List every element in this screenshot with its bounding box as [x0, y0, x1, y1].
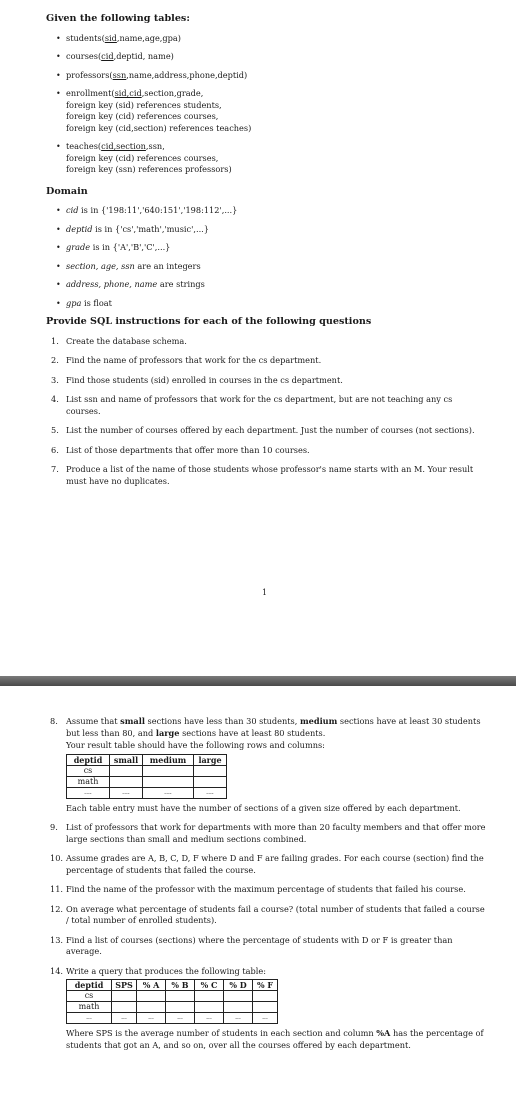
table-cell	[195, 1002, 224, 1013]
column-header: % A	[137, 980, 166, 991]
table-cell: ....	[110, 787, 143, 798]
table-cell: cs	[67, 765, 110, 776]
question-number: 3.	[51, 374, 59, 385]
domain-list	[46, 205, 486, 309]
question-number: 7.	[51, 464, 59, 474]
domain-text: is in {'A','B','C',...}	[90, 242, 171, 252]
domain-item	[66, 224, 486, 236]
table-cell: ...	[224, 1013, 253, 1024]
table-header-row	[67, 980, 278, 991]
q14-note-text-2: has the percentage of students that got an A, and so on, over all the courses offered by each department.	[66, 1028, 484, 1050]
column-header: deptid	[67, 980, 112, 991]
domain-term: gpa	[66, 297, 82, 308]
column-header: deptid	[67, 754, 110, 765]
table-cell: ...	[67, 1013, 112, 1024]
domain-item	[66, 261, 486, 273]
table-cell	[137, 991, 166, 1002]
table-cell: math	[67, 1002, 112, 1013]
q14-note-text-1: Where SPS is the average number of students in each section and column	[66, 1028, 377, 1038]
foreign-key: foreign key (sid) references students,	[66, 99, 222, 110]
table-header-row	[67, 754, 227, 765]
question-item	[51, 464, 486, 487]
q14-note	[66, 1028, 486, 1051]
table-key: cid	[101, 51, 114, 61]
question-item	[50, 903, 486, 927]
q8-text-1: Assume that	[66, 716, 121, 726]
domain-term: address, phone, name	[66, 279, 158, 289]
question-number: 5.	[51, 425, 59, 435]
q14-intro: Write a query that produces the following table:	[66, 965, 266, 976]
column-header: % B	[166, 980, 195, 991]
table-key: ssn	[112, 69, 127, 80]
table-cell: ....	[194, 787, 227, 798]
table-item	[66, 70, 486, 82]
page-1-content	[46, 10, 486, 495]
table-name: enrollment(	[66, 88, 115, 98]
table-row	[67, 776, 227, 787]
table-columns: ,section,grade,	[141, 88, 204, 98]
question-text: Assume grades are A, B, C, D, F where D and F are failing grades. For each course (section) find the percentage of students that failed the course.	[66, 853, 484, 875]
domain-item	[66, 242, 486, 254]
question-number: 14.	[50, 965, 64, 976]
table-cell	[143, 776, 194, 787]
q8-note: Each table entry must have the number of sections of a given size offered by each department.	[66, 802, 461, 813]
question-item	[51, 335, 486, 348]
table-item	[66, 51, 486, 63]
table-cell	[166, 991, 195, 1002]
question-text: List of professors that work for departments with more than 20 faculty members and that offer more large sections than small and medium sections combined.	[66, 822, 486, 844]
q8-medium: medium	[299, 716, 338, 726]
table-cell	[253, 991, 278, 1002]
question-number: 12.	[50, 903, 64, 914]
table-item	[66, 88, 486, 134]
table-row	[67, 991, 278, 1002]
question-text: On average what percentage of students fail a course? (total number of students that failed a course / total number of enrolled students).	[66, 903, 485, 925]
questions-list	[46, 336, 486, 488]
table-cell	[110, 765, 143, 776]
table-key: sid,cid	[114, 88, 142, 98]
domain-text: is in {'cs','math','music',...}	[92, 223, 209, 234]
question-item	[51, 355, 486, 367]
table-name: students(	[66, 32, 105, 43]
table-columns: ,name,address,phone,deptid)	[126, 69, 248, 80]
question-number: 1.	[51, 335, 59, 346]
question-item	[50, 822, 486, 845]
table-cell: ....	[143, 787, 194, 798]
question-number: 8.	[50, 716, 58, 726]
q8-small: small	[120, 716, 145, 726]
table-cell	[112, 1002, 137, 1013]
domain-term: deptid	[66, 223, 93, 234]
question-number: 4.	[51, 394, 59, 404]
column-header: small	[110, 754, 143, 765]
table-row	[67, 1013, 278, 1024]
column-header: % F	[253, 980, 278, 991]
q8-text-4: sections have at least 80 students.	[179, 727, 326, 738]
question-item	[51, 444, 486, 457]
tables-heading: Given the following tables:	[46, 13, 190, 24]
domain-heading: Domain	[46, 185, 88, 197]
domain-item	[66, 279, 486, 291]
table-cell	[143, 765, 194, 776]
page-2-content	[52, 716, 486, 1059]
column-header: % C	[195, 980, 224, 991]
table-cell: ...	[195, 1013, 224, 1024]
questions-heading: Provide SQL instructions for each of the following questions	[46, 316, 372, 327]
table-cell	[166, 1002, 195, 1013]
q8-text-3: sections have at least 30 students but less than 80, and	[66, 716, 481, 738]
table-cell	[194, 776, 227, 787]
table-cell	[195, 991, 224, 1002]
foreign-key: foreign key (cid) references courses,	[66, 152, 219, 163]
question-text: List of those departments that offer more than 10 courses.	[66, 444, 310, 455]
question-text: Create the database schema.	[66, 335, 187, 346]
table-item	[66, 141, 486, 176]
question-number: 2.	[51, 355, 59, 365]
foreign-key: foreign key (cid) references courses,	[66, 111, 219, 121]
table-cell: ...	[253, 1013, 278, 1024]
domain-term: section, age, ssn	[66, 260, 135, 271]
domain-item	[66, 298, 486, 310]
table-cell	[224, 1002, 253, 1013]
table-cell: ...	[112, 1013, 137, 1024]
column-header: % D	[224, 980, 253, 991]
table-columns: ,ssn,	[145, 141, 165, 151]
table-item	[66, 33, 486, 45]
question-text: Find the name of professors that work for the cs department.	[66, 355, 322, 365]
question-item	[50, 884, 486, 896]
q8-result-table	[66, 754, 227, 799]
page-number: 1	[262, 588, 268, 597]
foreign-key: foreign key (cid,section) references teaches)	[66, 122, 252, 133]
table-cell: ....	[67, 787, 110, 798]
question-item	[51, 374, 486, 387]
domain-text: is in {'198:11','640:151','198:112',...}	[78, 205, 238, 215]
table-name: courses(	[66, 51, 102, 61]
question-text: Find those students (sid) enrolled in courses in the cs department.	[66, 374, 343, 385]
table-cell	[110, 776, 143, 787]
column-header: large	[194, 754, 227, 765]
question-number: 10.	[50, 853, 64, 863]
question-item	[50, 934, 486, 958]
q8-table-intro: Your result table should have the following rows and columns:	[66, 740, 325, 750]
q14-result-table	[66, 979, 278, 1024]
q8-text-2: sections have less than 30 students,	[144, 716, 300, 726]
column-header: medium	[143, 754, 194, 765]
table-cell	[112, 991, 137, 1002]
domain-text: are strings	[157, 279, 205, 289]
table-row	[67, 1002, 278, 1013]
foreign-key: foreign key (ssn) references professors)	[66, 164, 232, 174]
table-columns: ,name,age,gpa)	[116, 32, 181, 43]
domain-term: cid	[66, 205, 79, 215]
domain-term: grade	[66, 242, 91, 252]
question-14	[50, 965, 486, 1052]
question-number: 11.	[50, 884, 64, 894]
question-text: List ssn and name of professors that work for the cs department, but are not teaching any cs courses.	[66, 394, 453, 416]
questions-list-4	[52, 966, 486, 1052]
page-separator	[0, 676, 516, 686]
table-cell	[194, 765, 227, 776]
q8-large: large	[155, 727, 180, 738]
questions-list-3	[52, 822, 486, 958]
question-text: Produce a list of the name of those students whose professor's name starts with an M. Your result must have no duplicates.	[66, 464, 474, 486]
table-key: cid,section	[101, 141, 146, 151]
question-text: List the number of courses offered by each department. Just the number of courses (not sections).	[66, 425, 475, 435]
question-number: 6.	[51, 444, 59, 455]
question-item	[50, 853, 486, 876]
page-2	[0, 686, 516, 1100]
table-cell: cs	[67, 991, 112, 1002]
question-text: Find the name of the professor with the maximum percentage of students that failed his course.	[66, 884, 466, 894]
question-item	[51, 425, 486, 437]
table-cell	[224, 991, 253, 1002]
table-cell	[253, 1002, 278, 1013]
table-cell: math	[67, 776, 110, 787]
table-row	[67, 765, 227, 776]
domain-text: are an integers	[134, 260, 201, 271]
tables-list	[46, 33, 486, 176]
q14-note-bold: %A	[376, 1028, 391, 1038]
question-8	[50, 716, 486, 814]
domain-item	[66, 205, 486, 217]
table-cell: ...	[137, 1013, 166, 1024]
question-text: Find a list of courses (sections) where the percentage of students with D or F is greater than average.	[66, 934, 453, 956]
table-columns: ,deptid, name)	[113, 51, 174, 61]
column-header: SPS	[112, 980, 137, 991]
table-key: sid	[104, 32, 117, 43]
questions-list-2	[52, 716, 486, 814]
domain-text: is float	[81, 297, 112, 308]
table-cell: ...	[166, 1013, 195, 1024]
table-cell	[137, 1002, 166, 1013]
table-name: teaches(	[66, 141, 102, 151]
table-row	[67, 787, 227, 798]
question-number: 13.	[50, 934, 64, 945]
table-name: professors(	[66, 69, 113, 80]
question-number: 9.	[50, 822, 58, 832]
question-item	[51, 394, 486, 417]
